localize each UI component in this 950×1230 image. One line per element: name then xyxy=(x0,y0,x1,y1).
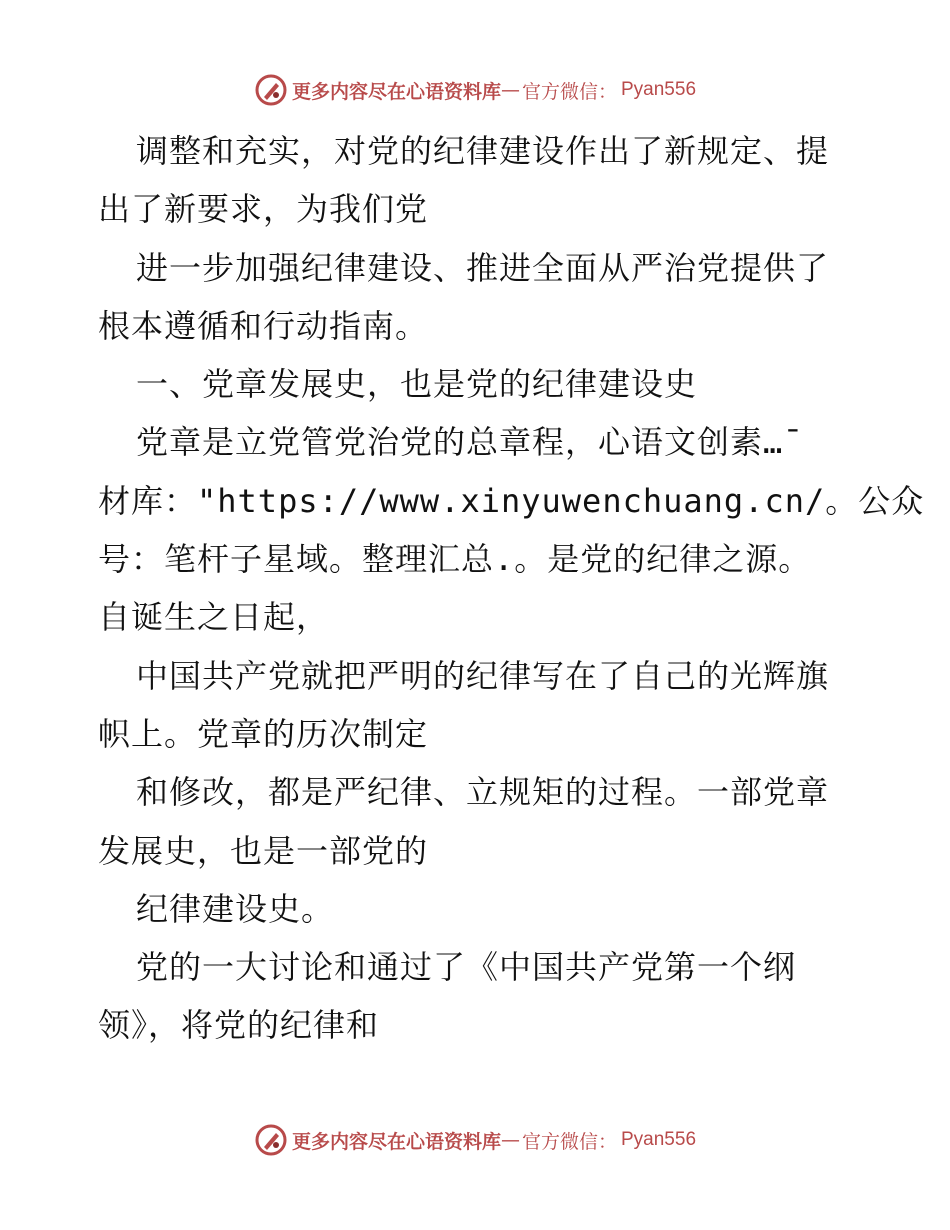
footer-banner-separator: — xyxy=(500,1129,520,1151)
body-line: 根本遵循和行动指南。 xyxy=(98,306,429,345)
footer-banner xyxy=(0,1120,950,1160)
section-heading: 一、党章发展史，也是党的纪律建设史 xyxy=(136,365,698,404)
header-banner xyxy=(0,70,950,110)
body-line: 和修改，都是严纪律、立规矩的过程。一部党章 xyxy=(136,773,830,812)
brand-logo-icon xyxy=(254,73,288,107)
body-line: 党的一大讨论和通过了《中国共产党第一个纲 xyxy=(136,948,797,987)
document-body xyxy=(98,122,925,1055)
body-line: 纪律建设史。 xyxy=(136,889,335,928)
body-line: 自诞生之日起， xyxy=(98,598,330,637)
body-line: 党章是立党管党治党的总章程，心语文创素…¯ xyxy=(136,423,804,462)
footer-banner-wechat-label: 官方微信： xyxy=(521,1130,617,1153)
body-line: 进一步加强纪律建设、推进全面从严治党提供了 xyxy=(136,248,830,287)
body-line: 帜上。党章的历次制定 xyxy=(98,714,429,753)
body-line: 出了新要求，为我们党 xyxy=(98,190,429,229)
header-banner-title: 更多内容尽在心语资料库 xyxy=(291,80,501,103)
body-line: 调整和充实，对党的纪律建设作出了新规定、提 xyxy=(136,132,830,170)
header-banner-wechat-label: 官方微信： xyxy=(521,80,617,103)
header-banner-separator: — xyxy=(500,79,520,101)
body-line: 发展史，也是一部党的 xyxy=(98,831,429,870)
body-line: 材库："https://www.xinyuwenchuang.cn/。公众 xyxy=(98,481,925,520)
body-line: 领》，将党的纪律和 xyxy=(98,1006,380,1045)
brand-logo-icon xyxy=(254,1123,288,1157)
footer-banner-wechat-id: Pyan556 xyxy=(621,1129,697,1150)
body-line: 中国共产党就把严明的纪律写在了自己的光辉旗 xyxy=(136,656,830,695)
body-line: 号：笔杆子星域。整理汇总.。是党的纪律之源。 xyxy=(98,540,812,579)
footer-banner-title: 更多内容尽在心语资料库 xyxy=(291,1130,501,1153)
header-banner-wechat-id: Pyan556 xyxy=(621,79,697,100)
